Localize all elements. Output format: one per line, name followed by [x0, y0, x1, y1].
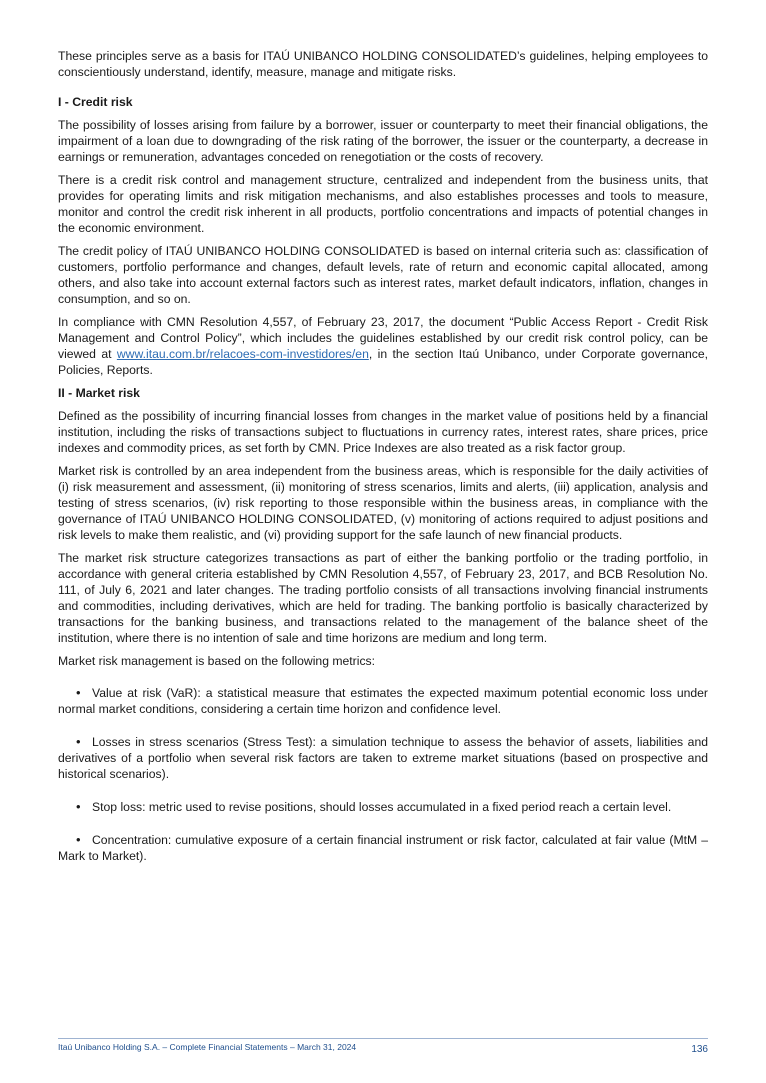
bullet-icon: •: [76, 685, 81, 700]
bullet-text: Value at risk (VaR): a statistical measure that estimates the expected maximum potential economic loss under normal market conditions, considering a certain time horizon and confidence level.: [58, 686, 708, 716]
footer-title: Itaú Unibanco Holding S.A. – Complete Financial Statements – March 31, 2024: [58, 1042, 357, 1052]
list-item: [58, 734, 708, 782]
market-risk-paragraph-2: Market risk is controlled by an area independent from the business areas, which is responsible for the daily activities of (i) risk measurement and assessment, (ii) monitoring of stress scenarios, limits and alerts, (iii) application, analysis and testing of stress scenarios, (iv) risk reporting to those responsible within the business areas, in compliance with the governance of ITAÚ UNIBANCO HOLDING CONSOLIDATED, (v) monitoring of actions required to adjust positions and risk levels to make them realistic, and (vi) providing support for the safe launch of new financial products.: [58, 464, 708, 542]
intro-paragraph: These principles serve as a basis for ITAÚ UNIBANCO HOLDING CONSOLIDATED’s guidelines, helping employees to conscientiously understand, identify, measure, manage and mitigate risks.: [58, 49, 708, 79]
credit-policy-text-end: , in the section Itaú Unibanco, under Corporate governance, Policies, Reports.: [58, 347, 709, 377]
credit-risk-paragraph-4: [58, 314, 708, 378]
bullet-text: Concentration: cumulative exposure of a certain financial instrument or risk factor, calculated at fair value (MtM – Mark to Market).: [58, 833, 708, 863]
credit-risk-paragraph-2: There is a credit risk control and management structure, centralized and independent from the business units, that provides for operating limits and risk mitigation mechanisms, and also establishes processes and tools to measure, monitor and control the credit risk inherent in all products, portfolio concentrations and impacts of potential changes in the economic environment.: [58, 173, 708, 235]
market-risk-paragraph-3: The market risk structure categorizes transactions as part of either the banking portfolio or the trading portfolio, in accordance with general criteria established by CMN Resolution 4,557, of February 23, 2017, and BCB Resolution No. 111, of July 6, 2021 and later changes. The trading portfolio consists of all transactions involving financial instruments and commodities, including derivatives, which are held for trading. The banking portfolio is basically characterized by transactions for the banking business, and transactions related to the management of the balance sheet of the institution, where there is no intention of sale and time horizons are medium and long term.: [58, 551, 708, 645]
list-item: [58, 832, 708, 864]
credit-risk-heading: I - Credit risk: [58, 95, 133, 109]
page-body: [58, 48, 708, 881]
list-item: [58, 799, 708, 815]
credit-risk-paragraph-3: The credit policy of ITAÚ UNIBANCO HOLDING CONSOLIDATED is based on internal criteria such as: classification of customers, portfolio performance and changes, default levels, rate of return and economic capital allocated, among others, and also take into account external factors such as interest rates, market default indicators, inflation, changes in consumption, and so on.: [58, 244, 708, 306]
bullet-icon: •: [76, 832, 81, 847]
investor-relations-link[interactable]: www.itau.com.br/relacoes-com-investidores/en: [116, 347, 369, 361]
market-risk-paragraph-4: Market risk management is based on the following metrics:: [58, 654, 376, 668]
credit-policy-text: In compliance with CMN Resolution 4,557, of February 23, 2017, the document “Public Access Report - Credit Risk Management and Control Policy”, which includes the guidelines established by our credit risk control policy, can be viewed at: [58, 315, 708, 361]
bullet-icon: •: [76, 799, 81, 814]
market-risk-paragraph-1: Defined as the possibility of incurring financial losses from changes in the market value of positions held by a financial institution, including the risks of transactions subject to fluctuations in currency rates, interest rates, share prices, price indexes and commodity prices, as set forth by CMN. Price Indexes are also treated as a risk factor group.: [58, 409, 708, 455]
market-risk-heading: II - Market risk: [58, 386, 140, 400]
bullet-icon: •: [76, 734, 81, 749]
page-number: 136: [691, 1044, 708, 1055]
page-footer: [58, 1038, 708, 1055]
list-item: [58, 685, 708, 717]
bullet-text: Stop loss: metric used to revise positions, should losses accumulated in a fixed period reach a certain level.: [92, 800, 672, 814]
credit-risk-paragraph-1: The possibility of losses arising from failure by a borrower, issuer or counterparty to meet their financial obligations, the impairment of a loan due to downgrading of the risk rating of the borrower, the issuer or the counterparty, a decrease in earnings or remuneration, advantages conceded on renegotiation or the costs of recovery.: [58, 118, 708, 164]
bullet-text: Losses in stress scenarios (Stress Test): a simulation technique to assess the behavior of assets, liabilities and derivatives of a portfolio when several risk factors are taken to extreme market situations (based on prospective and historical scenarios).: [58, 735, 708, 781]
